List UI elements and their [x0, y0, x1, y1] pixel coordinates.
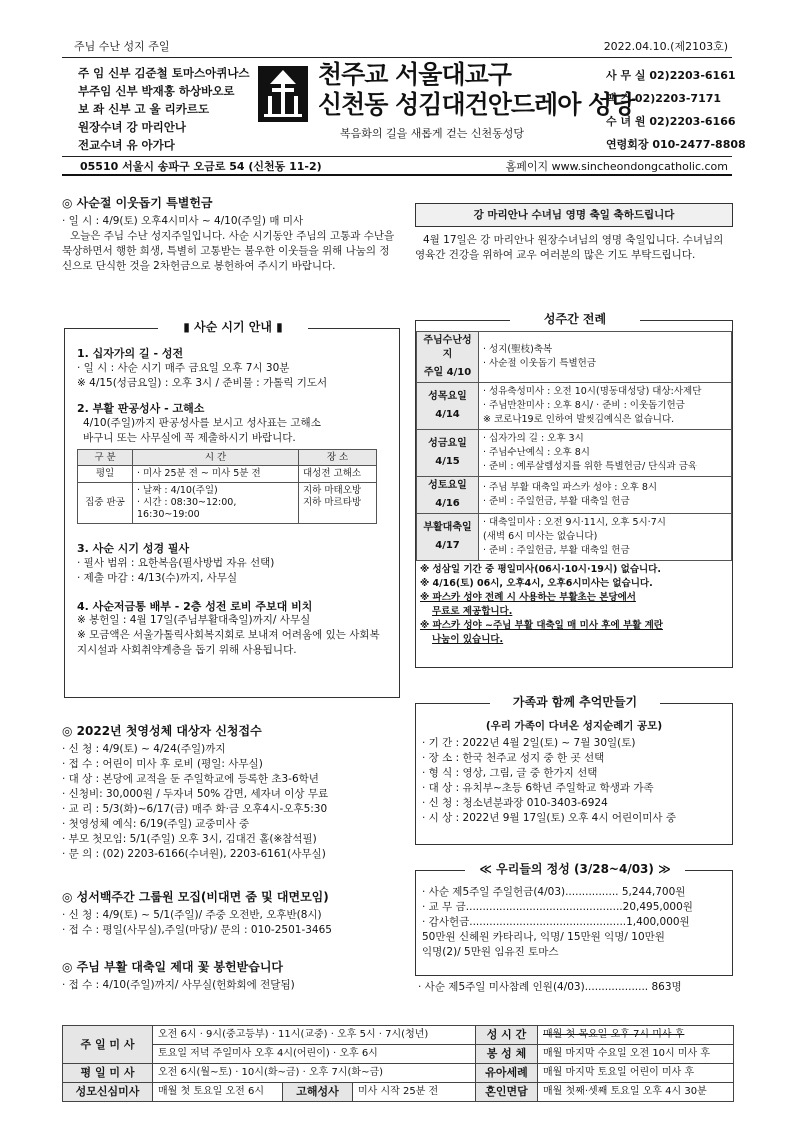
attendance-line: · 사순 제5주일 미사참례 인원(4/03)................... 863명	[418, 981, 682, 993]
liturgy-line: · 사순절 이웃돕기 특별헌금	[483, 358, 597, 369]
table-cell: 대성전 고해소	[299, 466, 377, 483]
schedule-label: 평 일 미 사	[63, 1064, 153, 1083]
offering-line: · 사순 제5주일 주일헌금(4/03)................ 5,244,700원	[422, 886, 686, 898]
liturgy-line: · 준비 : 주일헌금, 부활 대축일 헌금	[483, 545, 630, 556]
homepage-link[interactable]: 홈페이지 www.sincheondongcatholic.com	[505, 160, 728, 173]
liturgical-day: 주님 수난 성지 주일	[74, 40, 170, 53]
info-line: · 신 청 : 청소년분과장 010-3403-6924	[422, 797, 608, 810]
offering-line: 익명(2)/ 5만원 임유진 토마스	[422, 946, 559, 958]
schedule-value: 매월 첫 토요일 오전 6시	[153, 1083, 283, 1102]
note-line: 나눔이 있습니다.	[432, 634, 504, 645]
liturgy-details	[479, 514, 732, 561]
liturgy-day-name: 부활대축일	[423, 522, 472, 533]
liturgy-details	[479, 430, 732, 477]
holy-week-box	[415, 312, 733, 668]
offering-date: · 일 시 : 4/9(토) 오후4시미사 ~ 4/10(주일) 매 미사	[62, 215, 304, 227]
clergy-list	[78, 64, 250, 154]
note-line: ※ 파스카 성야 전례 시 사용하는 부활초는 본당에서	[420, 592, 636, 603]
info-line: · 첫영성체 예식: 6/19(주일) 교중미사 중	[62, 818, 250, 830]
clergy-line: 보 좌 신부 고 울 리카르도	[78, 102, 210, 116]
schedule-value: 매월 첫째·셋째 토요일 오후 4시 30분	[538, 1083, 734, 1102]
offerings-box	[415, 862, 733, 976]
bible-group-section	[62, 890, 402, 938]
schedule-label: 성모신심미사	[63, 1083, 153, 1102]
table-cell-line: · 시간 : 08:30~12:00, 16:30~19:00	[137, 497, 237, 520]
table-row	[63, 1083, 734, 1102]
schedule-value: 미사 시작 25분 전	[353, 1083, 476, 1102]
liturgy-line: · 대축일미사 : 오전 9시·11시, 오후 5시·7시	[483, 517, 666, 528]
table-cell-line: 지하 마르타방	[303, 497, 362, 509]
address-row	[62, 156, 732, 176]
liturgy-day	[417, 514, 479, 561]
guide-line: ※ 모금액은 서울가톨릭사회복지회로 보내져 어려움에 있는 사회복지시설과 사회취약계층을 돕기 위해 사용됩니다.	[77, 629, 380, 657]
info-line: · 교 리 : 5/3(화)~6/17(금) 매주 화·금 오후4시-오후5:30	[62, 803, 328, 815]
issue-date: 2022.04.10.(제2103호)	[603, 40, 728, 53]
schedule-value: 오전 6시 · 9시(중고등부) · 11시(교중) · 오후 5시 · 7시(청년)	[153, 1026, 476, 1045]
info-line: · 접 수 : 어린이 미사 후 로비 (평일: 사무실)	[62, 758, 263, 770]
note-line: ※ 파스카 성야 ~주님 부활 대축일 매 미사 후에 부활 계란	[420, 620, 663, 631]
offering-body: 오늘은 주님 수난 성지주일입니다. 사순 시기동안 주님의 고통과 수난을 묵상하면서 행한 희생, 특별히 고통받는 불우한 이웃들을 위해 나눔의 정신으로 단식한 것을 2차헌금으로 봉헌하여 주시기 바랍니다.	[62, 230, 395, 272]
section-title: ◎ 성서백주간 그룹원 모집(비대면 줌 및 대면모임)	[62, 890, 329, 904]
church-name-line1: 천주교 서울대교구	[318, 60, 511, 89]
table-cell-line: · 날짜 : 4/10(주일)	[137, 485, 218, 497]
info-line: · 부모 첫모임: 5/1(주일) 오후 3시, 김대건 홀(※참석필)	[62, 833, 317, 845]
table-cell	[133, 483, 299, 524]
liturgy-line: · 주님만찬미사 : 오후 8시/ · 준비 : 이웃돕기헌금	[483, 400, 685, 411]
liturgy-details	[479, 477, 732, 514]
feast-title: 강 마리안나 수녀님 영명 축일 축하드립니다	[473, 209, 675, 221]
first-communion-section	[62, 724, 402, 862]
table-cell: 집중 판공	[78, 483, 133, 524]
table-header: 시 간	[133, 449, 299, 466]
liturgy-day	[417, 477, 479, 514]
table-row	[78, 466, 377, 483]
table-row	[63, 1045, 734, 1064]
schedule-label: 주 일 미 사	[63, 1026, 153, 1064]
liturgy-details	[479, 383, 732, 430]
guide-item-title: 4. 사순저금통 배부 - 2층 성전 로비 주보대 비치	[77, 599, 313, 613]
guide-item-title: 3. 사순 시기 성경 필사	[77, 541, 190, 555]
confession-table	[77, 449, 377, 524]
liturgy-day-date: 주일 4/10	[423, 367, 472, 378]
guide-item-title: 2. 부활 판공성사 - 고해소	[77, 401, 205, 415]
info-line: · 접 수 : 평일(사무실),주일(마당)/ 문의 : 010-2501-3465	[62, 924, 332, 936]
schedule-label: 성 시 간	[476, 1026, 538, 1045]
schedule-value: 매월 마지막 토요일 어린이 미사 후	[538, 1064, 734, 1083]
table-cell-line: 지하 마태오방	[303, 485, 362, 497]
guide-line: 바구니 또는 사무실에 꼭 제출하시기 바랍니다.	[83, 431, 296, 444]
liturgy-day	[417, 332, 479, 383]
schedule-label: 봉 성 체	[476, 1045, 538, 1064]
section-title: ◎ 사순절 이웃돕기 특별헌금	[62, 196, 213, 210]
lent-offering-section	[62, 196, 396, 274]
table-cell	[299, 483, 377, 524]
liturgy-day-name: 성목요일	[428, 391, 467, 402]
offering-line: · 교 무 금...............................................20,495,000원	[422, 901, 693, 913]
guide-line: · 제출 마감 : 4/13(수)까지, 사무실	[77, 571, 238, 584]
info-line: · 형 식 : 영상, 그림, 글 중 한가지 선택	[422, 767, 598, 780]
church-logo-icon	[258, 66, 308, 122]
offering-line: · 감사헌금...............................................1,400,000원	[422, 916, 690, 928]
liturgy-row	[417, 477, 732, 514]
info-line: · 대 상 : 유치부~초등 6학년 주일학교 학생과 가족	[422, 782, 654, 795]
liturgy-day-date: 4/14	[435, 409, 460, 420]
liturgy-line: (새벽 6시 미사는 없습니다)	[483, 531, 598, 542]
liturgy-row	[417, 430, 732, 477]
liturgy-day-date: 4/16	[435, 498, 460, 509]
liturgy-day-name: 성금요일	[428, 438, 467, 449]
liturgy-row	[417, 514, 732, 561]
table-row	[63, 1026, 734, 1045]
schedule-value: 오전 6시(월~토) · 10시(화~금) · 오후 7시(화~금)	[153, 1064, 476, 1083]
liturgy-day	[417, 383, 479, 430]
liturgy-day-name: 성토요일	[428, 480, 467, 491]
liturgy-line: · 준비 : 예루살렘성지를 위한 특별헌금/ 단식과 금육	[483, 461, 698, 472]
memories-box	[415, 695, 733, 845]
schedule-label: 고해성사	[283, 1083, 353, 1102]
schedule-label: 혼인면담	[476, 1083, 538, 1102]
clergy-line: 전교수녀 유 아가다	[78, 138, 175, 152]
info-line: · 기 간 : 2022년 4월 2일(토) ~ 7월 30일(토)	[422, 737, 636, 750]
memories-title: 가족과 함께 추억만들기	[490, 695, 660, 710]
liturgy-line: ※ 코로나19로 인하여 발씻김예식은 없습니다.	[483, 414, 675, 425]
offerings-title: ≪ 우리들의 정성 (3/28~4/03) ≫	[465, 862, 685, 877]
info-line: · 시 상 : 2022년 9월 17일(토) 오후 4시 어린이미사 중	[422, 812, 677, 825]
holy-week-table	[416, 331, 732, 561]
address: 05510 서울시 송파구 오금로 54 (신천동 11-2)	[80, 160, 322, 173]
schedule-label: 유아세례	[476, 1064, 538, 1083]
liturgy-row	[417, 332, 732, 383]
schedule-value: 매월 마지막 수요일 오전 10시 미사 후	[538, 1045, 734, 1064]
table-cell: · 미사 25분 전 ~ 미사 5분 전	[133, 466, 299, 483]
info-line: · 신청비: 30,000원 / 두자녀 50% 감면, 세자녀 이상 무료	[62, 788, 329, 800]
guide-line: · 필사 범위 : 요한복음(필사방법 자유 선택)	[77, 556, 275, 569]
schedule-value: 매월 첫 목요일 오후 7시 미사 후	[538, 1026, 734, 1045]
schedule-value: 토요일 저녁 주일미사 오후 4시(어린이) · 오후 6시	[153, 1045, 476, 1064]
info-line: · 대 상 : 본당에 교적을 둔 주일학교에 등록한 초3-6학년	[62, 773, 319, 785]
lent-guide-title: ▮ 사순 시기 안내 ▮	[158, 320, 308, 335]
section-title: ◎ 주님 부활 대축일 제대 꽃 봉헌받습니다	[62, 960, 284, 974]
note-line: ※ 성삼일 기간 중 평일미사(06시·10시·19시) 없습니다.	[420, 564, 661, 575]
holy-week-notes	[416, 561, 732, 649]
contact-funeral: 연령회장 010-2477-8808	[606, 138, 746, 151]
guide-line: ※ 봉헌일 : 4월 17일(주님부활대축일)까지/ 사무실	[77, 614, 311, 627]
church-motto: 복음화의 길을 새롭게 걷는 신천동성당	[340, 127, 525, 140]
liturgy-day-date: 4/15	[435, 456, 460, 467]
section-title: ◎ 2022년 첫영성체 대상자 신청접수	[62, 724, 262, 738]
contact-fax: 팩 스 02)2203-7171	[606, 92, 722, 105]
info-line: · 장 소 : 한국 천주교 성지 중 한 곳 선택	[422, 752, 605, 765]
info-line: · 신 청 : 4/9(토) ~ 5/1(주일)/ 주중 오전반, 오후반(8시)	[62, 909, 322, 921]
note-line: ※ 4/16(토) 06시, 오후4시, 오후6시미사는 없습니다.	[420, 578, 653, 589]
lent-guide-box	[64, 320, 400, 698]
table-header: 구 분	[78, 449, 133, 466]
liturgy-line: · 십자가의 길 : 오후 3시	[483, 433, 584, 444]
contact-office: 사 무 실 02)2203-6161	[606, 69, 736, 82]
table-row	[63, 1064, 734, 1083]
liturgy-line: · 주님수난예식 : 오후 8시	[483, 447, 590, 458]
memories-subtitle: (우리 가족이 다녀온 성지순례기 공모)	[485, 720, 663, 732]
liturgy-line: · 주님 부활 대축일 파스카 성야 : 오후 8시	[483, 482, 658, 493]
guide-line: ※ 4/15(성금요일) : 오후 3시 / 준비물 : 가톨릭 기도서	[77, 376, 328, 389]
clergy-line: 원장수녀 강 마리안나	[78, 120, 186, 134]
liturgy-row	[417, 383, 732, 430]
table-cell: 평일	[78, 466, 133, 483]
church-name-line2: 신천동 성김대건안드레아 성당	[318, 90, 635, 119]
issue-header	[62, 40, 732, 58]
offering-line: 50만원 신헤원 카타리나, 익명/ 15만원 익명/ 10만원	[422, 931, 665, 943]
liturgy-line: · 성지(聖枝)축복	[483, 344, 553, 355]
guide-line: 4/10(주일)까지 판공성사를 보시고 성사표는 고해소	[83, 416, 321, 429]
info-line: · 신 청 : 4/9(토) ~ 4/24(주일)까지	[62, 743, 226, 755]
feast-body: 4월 17일은 강 마리안나 원장수녀님의 영명 축일입니다. 수녀님의 영육간 건강을 위하여 교우 여러분의 많은 기도 부탁드립니다.	[415, 234, 724, 261]
info-line: · 문 의 : (02) 2203-6166(수녀원), 2203-6161(사무실)	[62, 848, 326, 860]
clergy-line: 부주임 신부 박재홍 하상바오로	[78, 84, 235, 98]
feast-banner	[415, 203, 733, 227]
liturgy-details	[479, 332, 732, 383]
holy-week-title: 성주간 전례	[510, 312, 640, 327]
liturgy-day-name: 주님수난성지	[423, 335, 472, 360]
info-line: · 접 수 : 4/10(주일)까지/ 사무실(헌화회에 전달됨)	[62, 979, 295, 991]
liturgy-day	[417, 430, 479, 477]
table-header: 장 소	[299, 449, 377, 466]
liturgy-line: · 준비 : 주일헌금, 부활 대축일 헌금	[483, 496, 630, 507]
mass-schedule-table	[62, 1025, 734, 1102]
note-line: 무료로 제공합니다.	[432, 606, 513, 617]
guide-item-title: 1. 십자가의 길 - 성전	[77, 347, 184, 360]
liturgy-line: · 성유축성미사 : 오전 10시(명동대성당) 대상:사제단	[483, 386, 702, 397]
contact-convent: 수 녀 원 02)2203-6166	[606, 115, 736, 128]
clergy-line: 주 임 신부 김준철 토마스아퀴나스	[78, 66, 250, 80]
table-row	[78, 483, 377, 524]
easter-flowers-section	[62, 960, 402, 993]
guide-line: · 일 시 : 사순 시기 매주 금요일 오후 7시 30분	[77, 361, 290, 374]
liturgy-day-date: 4/17	[435, 540, 460, 551]
contact-list	[606, 64, 746, 156]
